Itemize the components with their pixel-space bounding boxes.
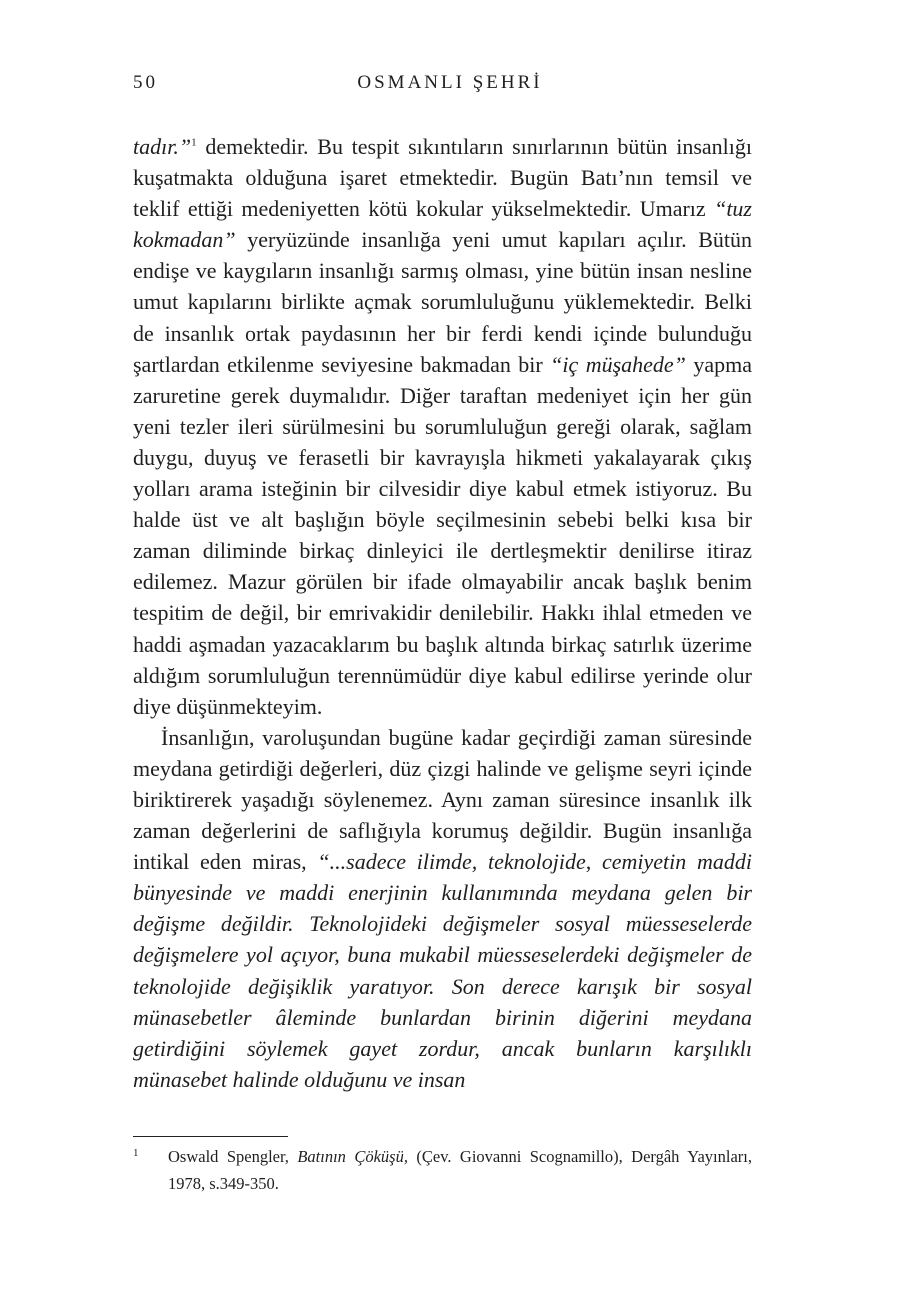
footnote-author: Oswald Spengler, — [168, 1147, 298, 1166]
page-header — [0, 68, 900, 102]
footnote-number: 1 — [133, 1147, 139, 1159]
footnote-text — [168, 1143, 752, 1197]
footnote-reference: 1 — [191, 136, 197, 149]
text-fragment: yeryüzünde insanlığa yeni umut kapıları açılır. Bütün endişe ve kaygıların insanlığı sarmış olması, yine bütün insan nesline umut kapılarını birlikte açmak sorumluluğunu yüklemektedir. Belki de insanlık ortak paydasının her bir ferdi kendi içinde bulunduğu şartlardan etkilenme seviyesine bakmadan bir — [133, 227, 752, 377]
footnote-separator — [133, 1136, 288, 1137]
text-fragment: demektedir. Bu tespit sıkıntıların sınırlarının bütün insanlığı kuşatmakta olduğuna işaret etmektedir. Bugün Batı’nın temsil ve teklif ettiği medeniyetten kötü kokular yükselmektedir. Umarız — [133, 134, 752, 222]
text-fragment: İnsanlığın, varoluşundan bugüne kadar geçirdiği zaman süresinde meydana getirdiği değerleri, düz çizgi halinde ve gelişme seyri içinde biriktirerek yaşadığı söylenemez. Aynı zaman süresince insanlık ilk zaman değerlerini de saflığıyla korumuş değildir. Bugün insanlığa intikal eden miras, — [133, 724, 752, 875]
paragraph-2 — [133, 722, 752, 1095]
body-text — [133, 131, 752, 1095]
footnote — [133, 1143, 752, 1197]
italic-fragment: “tuz kokmadan” — [133, 196, 752, 253]
quoted-italic-passage: “...sadece ilimde, teknolojide, cemiyetin maddi bünyesinde ve maddi enerjinin kullanımında meydana gelen bir değişme değildir. Teknolojideki değişmeler sosyal müesseselerde değişmelere yol açıyor, buna mukabil müesseselerdeki değişmeler de teknolojide değişiklik yaratıyor. Son derece karışık bir sosyal münasebetler âleminde bunlardan birinin diğerini meydana getirdiğini söylemek gayet zordur, ancak bunların karşılıklı münasebet halinde olduğunu ve insan — [133, 849, 753, 1092]
paragraph-1 — [133, 131, 752, 722]
italic-fragment: tadır.” — [133, 134, 192, 159]
text-fragment: yapma zaruretine gerek duymalıdır. Diğer taraftan medeniyet için her gün yeni tezler ileri sürülmesini bu sorumluluğun gereği olarak, sağlam duygu, duyuş ve ferasetli bir kavrayışla hikmeti yakalayarak çıkış yolları arama isteğinin bir cilvesidir diye kabul etmek istiyoruz. Bu halde üst ve alt başlığın böyle seçilmesinin sebebi belki kısa bir zaman diliminde birkaç dinleyici ile dertleşmektir denilirse itiraz edilemez. Mazur görülen bir ifade olmayabilir ancak başlık benim tespitim de değil, bir emrivakidir denilebilir. Hakkı ihlal etmeden ve haddi aşmadan yazacaklarım bu başlık altında birkaç satırlık üzerime aldığım sorumluluğun terennümüdür diye kabul edilirse yerinde olur diye düşünmekteyim. — [133, 351, 752, 719]
footnote-book-title: Batının Çöküşü, — [297, 1147, 408, 1166]
footnote-publication: (Çev. Giovanni Scognamillo), Dergâh Yayınları, 1978, s.349-350. — [168, 1147, 752, 1193]
italic-fragment: “iç müşahede” — [550, 351, 686, 377]
running-title: OSMANLI ŞEHRİ — [357, 72, 543, 93]
page-number: 50 — [133, 72, 158, 93]
